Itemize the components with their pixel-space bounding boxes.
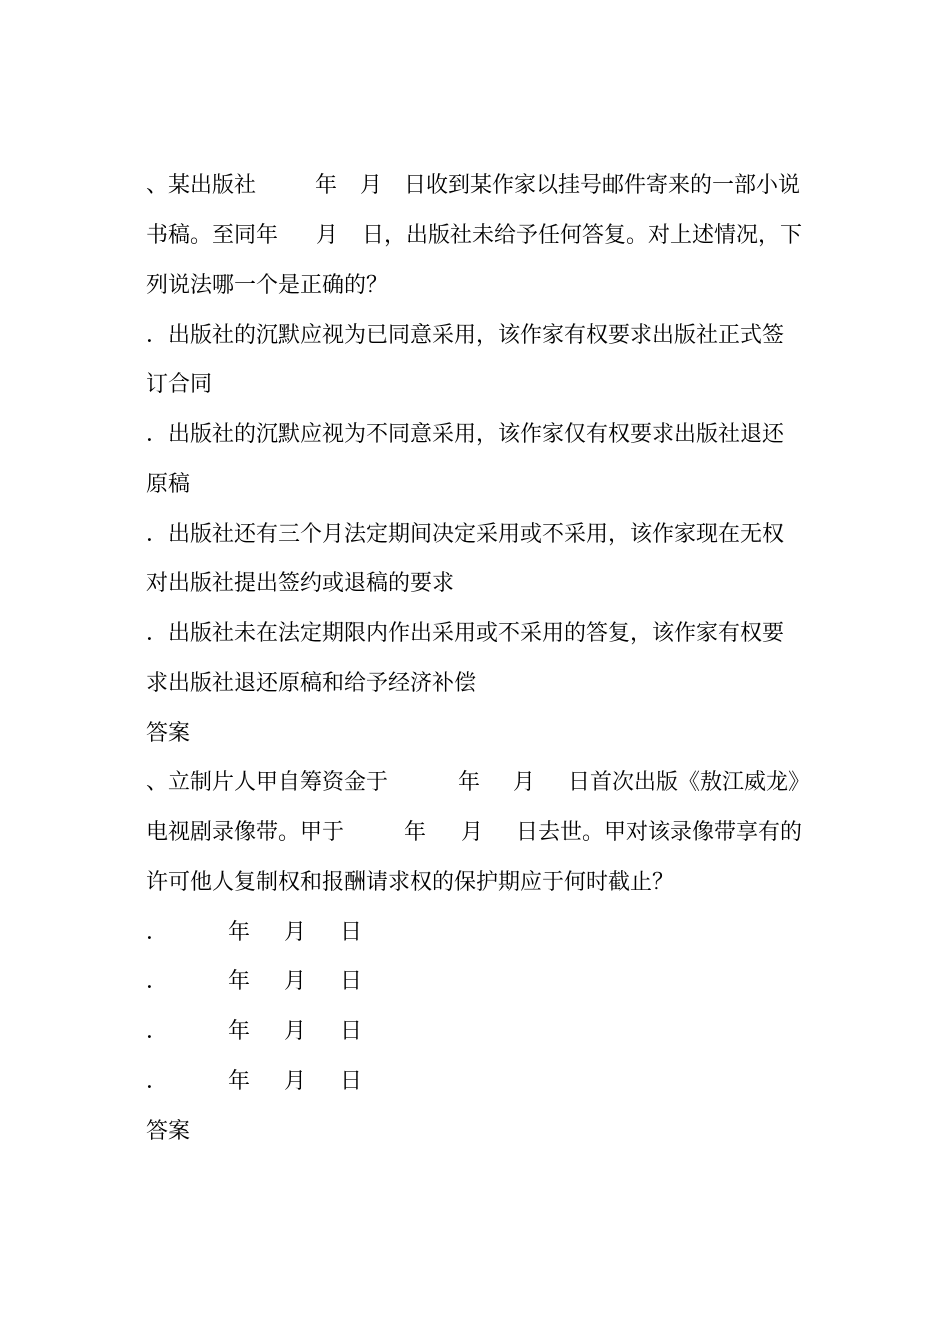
text-segment: 日去世。甲对该录像带享有的	[516, 820, 803, 845]
text-segment: 年	[458, 770, 481, 795]
question-2-answer-label	[0, 1117, 191, 1207]
text-segment: 答案	[146, 1119, 191, 1144]
text-segment: 月	[284, 1069, 307, 1094]
text-segment: ．出版社未在法定期限内作出采用或不采用的答复，该作家有权要	[146, 621, 785, 646]
text-segment: 月	[284, 969, 307, 994]
text-segment: ．出版社还有三个月法定期间决定采用或不采用，该作家现在无权	[146, 522, 785, 547]
text-segment: 答案	[146, 721, 191, 746]
text-segment: 年	[228, 1069, 251, 1094]
text-segment: 日收到某作家以挂号邮件寄来的一部小说	[404, 173, 801, 198]
text-segment: 原稿	[146, 472, 191, 497]
text-segment: 电视剧录像带。甲于	[146, 820, 345, 845]
text-segment: 书稿。至同年	[146, 223, 279, 248]
text-segment: 月	[284, 1019, 307, 1044]
text-segment: 月	[284, 920, 307, 945]
text-segment: ．	[146, 920, 169, 945]
text-segment: 年	[228, 920, 251, 945]
text-segment: 许可他人复制权和报酬请求权的保护期应于何时截止？	[146, 870, 675, 895]
text-segment: 日	[340, 969, 363, 994]
text-segment: 日	[340, 1069, 363, 1094]
text-segment: 日，出版社未给予任何答复。对上述情况，下	[362, 223, 803, 248]
text-segment: ．	[146, 1069, 169, 1094]
text-segment: 年	[228, 1019, 251, 1044]
text-segment: 、立制片人甲自筹资金于	[146, 770, 389, 795]
text-segment: 年	[404, 820, 427, 845]
text-segment: ．出版社的沉默应视为已同意采用，该作家有权要求出版社正式签	[146, 323, 785, 348]
text-segment: 日	[340, 1019, 363, 1044]
text-segment: 求出版社退还原稿和给予经济补偿	[146, 671, 477, 696]
text-segment: 年	[228, 969, 251, 994]
text-segment: 、某出版社	[146, 173, 257, 198]
text-segment: 月	[316, 223, 339, 248]
text-segment: ．出版社的沉默应视为不同意采用，该作家仅有权要求出版社退还	[146, 422, 785, 447]
text-segment: ．	[146, 1019, 169, 1044]
text-segment: 日	[340, 920, 363, 945]
text-segment: 月	[461, 820, 484, 845]
text-segment: 日首次出版《敖江威龙》	[568, 770, 811, 795]
text-segment: 订合同	[146, 372, 213, 397]
text-segment: 对出版社提出签约或退稿的要求	[146, 571, 455, 596]
text-segment: 月	[513, 770, 536, 795]
text-segment: 列说法哪一个是正确的？	[146, 273, 389, 298]
text-segment: 年	[315, 173, 338, 198]
text-segment: 月	[360, 173, 383, 198]
text-segment: ．	[146, 969, 169, 994]
